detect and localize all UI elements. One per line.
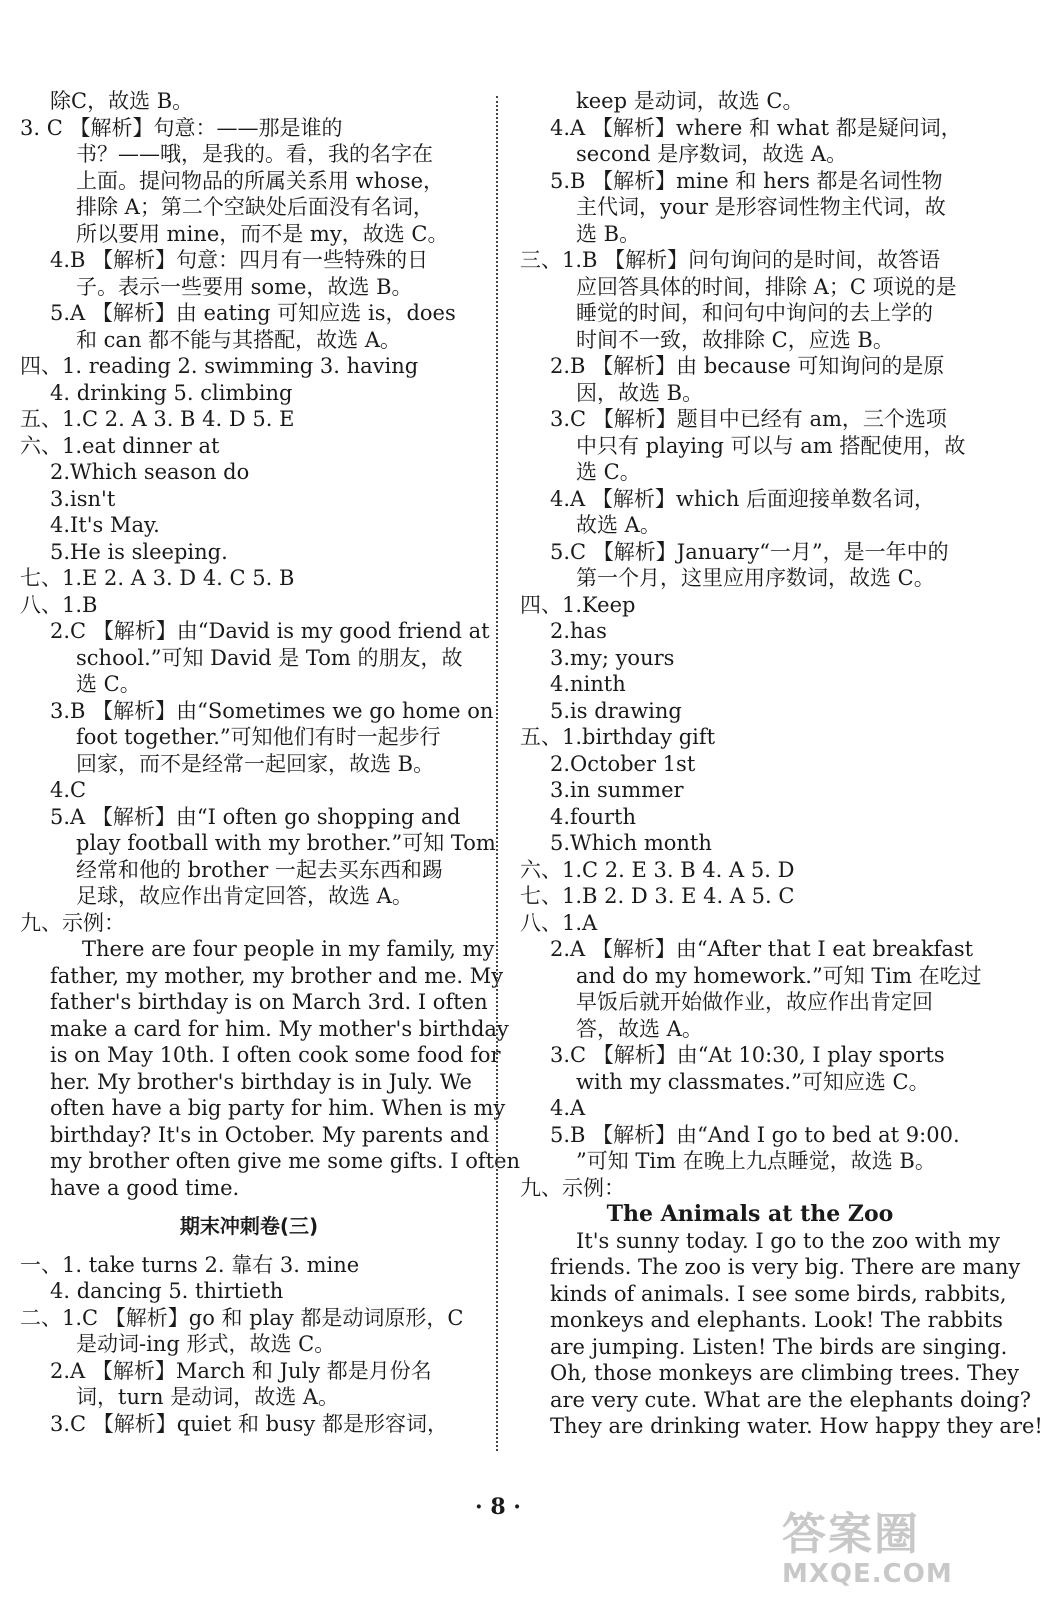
left-text-line: 六、1.eat dinner at	[20, 433, 220, 458]
left-text-line: 书？——哦，是我的。看，我的名字在	[76, 142, 433, 166]
page-number: · 8 ·	[475, 1494, 521, 1520]
left-text-line: make a card for him. My mother's birthday	[50, 1016, 509, 1041]
right-text-line: 早饭后就开始做作业，故应作出肯定回	[576, 990, 933, 1014]
left-column	[20, 88, 521, 1437]
left-text-line: There are four people in my family, my	[82, 937, 495, 961]
left-text-line: 一、1. take turns 2. 靠右 3. mine	[20, 1252, 360, 1277]
right-text-line: friends. The zoo is very big. There are many	[550, 1255, 1021, 1279]
left-text-line: is on May 10th. I often cook some food for	[50, 1043, 501, 1067]
right-text-line: 中只有 playing 可以与 am 搭配使用，故	[576, 433, 966, 458]
right-text-line: 4.A	[550, 1096, 586, 1120]
right-text-line: 主代词，your 是形容词性物主代词，故	[576, 195, 946, 219]
left-text-line: 二、1.C 【解析】go 和 play 都是动词原形，C	[20, 1305, 464, 1330]
left-text-line: 是动词-ing 形式，故选 C。	[76, 1332, 336, 1356]
right-text-line: second 是序数词，故选 A。	[576, 142, 848, 166]
left-text-line: 四、1. reading 2. swimming 3. having	[20, 354, 419, 378]
left-text-line: have a good time.	[50, 1175, 240, 1200]
right-text-line: 八、1.A	[520, 910, 598, 935]
left-text-line: 2.C 【解析】由“David is my good friend at	[50, 619, 490, 643]
left-text-line: 九、示例：	[20, 910, 125, 935]
left-text-line: 词，turn 是动词，故选 A。	[76, 1385, 340, 1409]
left-text-line: 所以要用 mine，而不是 my，故选 C。	[76, 221, 449, 246]
watermark	[782, 1510, 972, 1590]
left-text-line: father, my mother, my brother and me. My	[50, 963, 504, 988]
left-text-line: 七、1.E 2. A 3. D 4. C 5. B	[20, 566, 295, 590]
column-divider	[496, 96, 498, 1451]
right-text-line: 选 B。	[576, 221, 641, 246]
right-text-line: 六、1.C 2. E 3. B 4. A 5. D	[520, 857, 795, 882]
right-text-line: Oh, those monkeys are climbing trees. They	[550, 1361, 1019, 1385]
left-text-line: often have a big party for him. When is my	[50, 1096, 506, 1120]
right-text-line: 3.my; yours	[550, 645, 675, 670]
right-text-line: are jumping. Listen! The birds are singing.	[550, 1334, 1008, 1359]
right-text-line: 4.fourth	[550, 804, 636, 829]
right-text-line: 2.A 【解析】由“After that I eat breakfast	[550, 937, 974, 961]
right-text-line: 时间不一致，故排除 C，应选 B。	[576, 327, 894, 352]
right-text-line: 4.A 【解析】where 和 what 都是疑问词，	[550, 115, 962, 140]
left-text-line: 五、1.C 2. A 3. B 4. D 5. E	[20, 407, 295, 431]
right-text-line: keep 是动词，故选 C。	[576, 89, 804, 113]
right-text-line: 应回答具体的时间，排除 A；C 项说的是	[576, 274, 957, 299]
left-text-line: 期末冲刺卷(三)	[179, 1214, 319, 1238]
right-text-line: with my classmates.”可知应选 C。	[576, 1069, 930, 1094]
left-text-line: 3.C 【解析】quiet 和 busy 都是形容词，	[50, 1411, 448, 1436]
right-text-line: 睡觉的时间，和问句中询问的去上学的	[576, 301, 933, 325]
left-text-line: 3.isn't	[50, 486, 116, 511]
right-text-line: 3.C 【解析】题目中已经有 am，三个选项	[550, 407, 947, 431]
left-text-line: 回家，而不是经常一起回家，故选 B。	[76, 751, 435, 776]
right-text-line: 3.in summer	[550, 778, 684, 802]
left-text-line: birthday? It's in October. My parents and	[50, 1122, 490, 1147]
left-text-line: 和 can 都不能与其搭配，故选 A。	[76, 327, 401, 352]
right-text-line: 七、1.B 2. D 3. E 4. A 5. C	[520, 884, 795, 908]
right-text-line: 故选 A。	[576, 513, 661, 537]
left-text-line: 5.A 【解析】由 eating 可知应选 is，does	[50, 301, 456, 325]
left-text-line: 4.It's May.	[50, 513, 160, 537]
left-text-line: 除C，故选 B。	[50, 89, 194, 113]
left-text-line: 4. dancing 5. thirtieth	[50, 1279, 284, 1303]
left-text-line: school.”可知 David 是 Tom 的朋友，故	[76, 645, 463, 670]
left-text-line: 经常和他的 brother 一起去买东西和踢	[76, 857, 443, 882]
left-text-line: 排除 A；第二个空缺处后面没有名词，	[76, 195, 434, 219]
right-text-line: 选 C。	[576, 460, 641, 484]
left-text-line: my brother often give me some gifts. I often	[50, 1149, 521, 1173]
right-text-line: 三、1.B 【解析】问句询问的是时间，故答语	[520, 248, 941, 272]
left-text-line: foot together.”可知他们有时一起步行	[76, 725, 441, 749]
left-text-line: 子。表示一些要用 some，故选 B。	[76, 274, 413, 299]
right-text-line: They are drinking water. How happy they are!	[550, 1414, 1043, 1438]
watermark-url: MXQE.COM	[782, 1559, 953, 1589]
right-text-line: 5.B 【解析】由“And I go to bed at 9:00.	[550, 1122, 960, 1147]
left-text-line: 八、1.B	[20, 592, 98, 617]
left-text-line: 选 C。	[76, 672, 141, 696]
right-text-line: 5.Which month	[550, 831, 712, 855]
left-text-line: 5.He is sleeping.	[50, 539, 228, 564]
right-text-line: 2.B 【解析】由 because 可知询问的是原	[550, 354, 945, 378]
left-text-line: 5.A 【解析】由“I often go shopping and	[50, 804, 461, 829]
right-text-line: 5.B 【解析】mine 和 hers 都是名词性物	[550, 168, 943, 193]
right-text-line: 四、1.Keep	[520, 592, 636, 617]
right-text-line: 答，故选 A。	[576, 1016, 703, 1041]
watermark-chinese: 答案圈	[782, 1509, 920, 1560]
left-text-line: her. My brother's birthday is in July. We	[50, 1069, 472, 1094]
right-column	[520, 88, 1043, 1440]
left-text-line: 4. drinking 5. climbing	[50, 380, 293, 405]
right-text-line: 2.has	[550, 619, 607, 643]
left-text-line: father's birthday is on March 3rd. I often	[50, 990, 488, 1014]
right-text-line: monkeys and elephants. Look! The rabbits	[550, 1308, 1003, 1332]
left-text-line: 足球，故应作出肯定回答，故选 A。	[76, 884, 413, 908]
left-text-line: 2.Which season do	[50, 460, 250, 484]
right-text-line: 五、1.birthday gift	[520, 725, 716, 749]
left-text-line: 2.A 【解析】March 和 July 都是月份名	[50, 1358, 432, 1383]
right-text-line: The Animals at the Zoo	[606, 1201, 894, 1227]
left-text-line: 3.B 【解析】由“Sometimes we go home on	[50, 698, 494, 723]
right-text-line: 4.A 【解析】which 后面迎接单数名词，	[550, 486, 936, 511]
left-text-line: 3. C 【解析】句意：——那是谁的	[20, 115, 343, 140]
right-text-line: 2.October 1st	[550, 751, 696, 776]
left-text-line: play football with my brother.”可知 Tom	[76, 831, 496, 855]
right-text-line: 5.C 【解析】January“一月”，是一年中的	[550, 539, 949, 564]
right-text-line: and do my homework.”可知 Tim 在吃过	[576, 963, 982, 988]
right-text-line: are very cute. What are the elephants doing?	[550, 1387, 1032, 1412]
left-text-line: 4.C	[50, 778, 87, 802]
right-text-line: It's sunny today. I go to the zoo with my	[576, 1228, 1001, 1253]
right-text-line: kinds of animals. I see some birds, rabbits,	[550, 1281, 1007, 1306]
right-text-line: 第一个月，这里应用序数词，故选 C。	[576, 566, 935, 590]
right-text-line: 5.is drawing	[550, 698, 682, 723]
right-text-line: 4.ninth	[550, 672, 626, 696]
right-text-line: 九、示例：	[520, 1175, 625, 1200]
right-text-line: 因，故选 B。	[576, 380, 704, 405]
right-text-line: 3.C 【解析】由“At 10:30, I play sports	[550, 1043, 945, 1067]
left-text-line: 上面。提问物品的所属关系用 whose，	[76, 168, 445, 193]
right-text-line: ”可知 Tim 在晚上九点睡觉，故选 B。	[576, 1149, 936, 1173]
left-text-line: 4.B 【解析】句意：四月有一些特殊的日	[50, 248, 429, 272]
